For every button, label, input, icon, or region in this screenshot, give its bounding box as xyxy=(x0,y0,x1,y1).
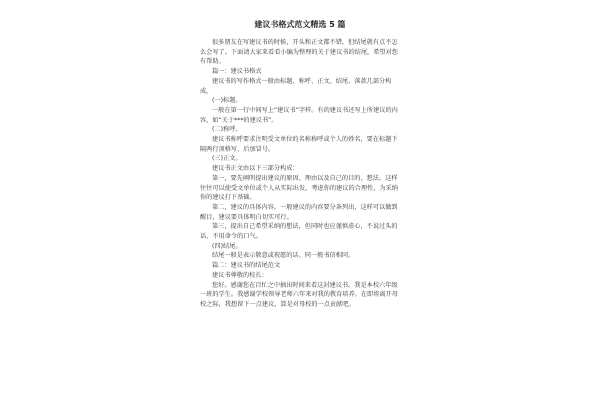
paragraph-body-intro: 建议书正文由以下三部分构成： xyxy=(212,165,299,173)
section-heading-1: 篇一：建议书格式 xyxy=(212,68,262,76)
subheading-salutation: (二)称呼。 xyxy=(212,126,242,134)
paragraph-body-third: 第三，提出自己希望采纳的想法，但同时也应谨慎虚心，不说过头的话，不用命令的口气。 xyxy=(200,223,398,241)
paragraph-ending-desc: 结尾一般是表示敬意或祝愿的话。同一般书信相同。 xyxy=(212,252,355,260)
paragraph-letter-body: 您好。感谢您在百忙之中抽出时间来看这封建议书。我是本校六年级一班的学生。我感谢学校领导老师六年来对我的教育培养。在即将离开母校之际，我想留下一点建议，算是对母校的一点贡献吧。 xyxy=(200,281,398,308)
paragraph-title-desc: 一般在第一行中间写上“建议书”字样。有的建议书还写上所建议的内容，如“关于***的建议书”。 xyxy=(200,106,398,124)
paragraph-salutation-desc: 建议书称呼要求注明受文单位的名称称呼或个人的姓名，要在标题下隔两行顶格写，后加冒号。 xyxy=(200,136,398,153)
paragraph-body-first: 第一，要先阐明提出建议的原因、理由以及自己的目的、想法。这样往往可以使受文单位或个人从实际出发，考虑你的建议的合理性，为采纳你的建议打下基础。 xyxy=(200,174,398,202)
section-heading-2: 篇二：建议书的结尾范文 xyxy=(212,262,281,270)
paragraph-intro: 很多朋友在写建议书的时候，开头和正文都不错，但结尾就有点不怎么会写了。下面请大家来看看小编为整理的关于建议书的结尾，希望对您有帮助。 xyxy=(200,39,398,66)
paragraph-body-second: 第二，建议的具体内容。一般建议的内容要分条列出，这样可以做到醒目，建议要具体明白切实可行。 xyxy=(200,203,398,221)
subheading-body: (三)正文。 xyxy=(212,155,242,163)
paragraph-letter-salutation: 建议书尊敬的校长： xyxy=(212,271,268,279)
subheading-ending: (四)结尾。 xyxy=(212,242,242,250)
document-content xyxy=(200,20,400,310)
paragraph-format: 建议书的写作格式一般由标题、称呼、正文、结尾、落款几部分构成。 xyxy=(200,77,392,95)
subheading-title: (一)标题。 xyxy=(212,97,242,105)
document-title: 建议书格式范文精选 5 篇 xyxy=(254,20,346,29)
